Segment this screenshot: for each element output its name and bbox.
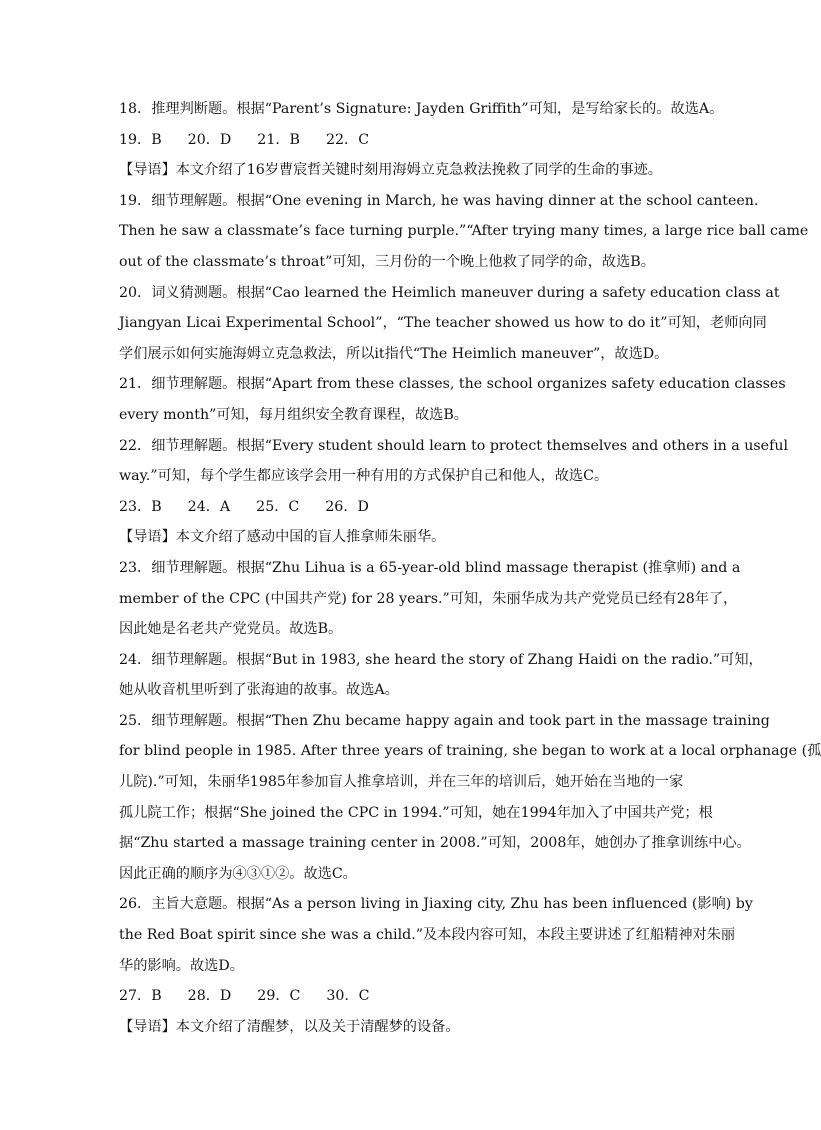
answer-item: 25．C	[256, 498, 300, 515]
text-line: 18．推理判断题。根据“Parent’s Signature: Jayden Griffith”可知，是写给家长的。故选A。	[119, 101, 724, 117]
text-line: 21．细节理解题。根据“Apart from these classes, the school organizes safety education classes	[119, 376, 786, 393]
text-line: 孤儿院工作；根据“She joined the CPC in 1994.”可知，她在1994年加入了中国共产党；根	[119, 804, 713, 821]
answer-item: 20．D	[187, 131, 232, 148]
text-line: 23．细节理解题。根据“Zhu Lihua is a 65-year-old blind massage therapist (推拿师) and a	[119, 559, 741, 576]
text-line: 25．细节理解题。根据“Then Zhu became happy again and took part in the massage training	[119, 712, 770, 729]
text-line: way.”可知，每个学生都应该学会用一种有用的方式保护自己和他人，故选C。	[119, 468, 609, 485]
answer-row	[119, 492, 681, 523]
text-line: 24．细节理解题。根据“But in 1983, she heard the story of Zhang Haidi on the radio.”可知，	[119, 651, 763, 668]
answer-row	[119, 981, 681, 1012]
answer-item: 22．C	[325, 131, 370, 148]
text-line: 儿院).”可知，朱丽华1985年参加盲人推拿培训，并在三年的培训后，她开始在当地的一家	[119, 774, 684, 791]
text-line: Jiangyan Licai Experimental School”，“The teacher showed us how to do it”可知，老师向同	[119, 315, 767, 332]
text-line: 22．细节理解题。根据“Every student should learn to protect themselves and others in a useful	[119, 437, 789, 454]
answer-item: 23．B	[119, 498, 162, 515]
answer-row	[119, 125, 681, 156]
answer-item: 28．D	[187, 988, 232, 1005]
text-line: 因此正确的顺序为④③①②。故选C。	[119, 865, 357, 882]
answer-item: 19．B	[119, 131, 162, 148]
text-line: Then he saw a classmate’s face turning purple.”“After trying many times, a large rice ball came	[119, 223, 809, 240]
text-line: 据“Zhu started a massage training center in 2008.”可知，2008年，她创办了推拿训练中心。	[119, 835, 751, 852]
text-line: 因此她是名老共产党党员。故选B。	[119, 621, 343, 638]
text-line: 20．词义猜测题。根据“Cao learned the Heimlich maneuver during a safety education class at	[119, 284, 780, 301]
answer-item: 27．B	[119, 988, 162, 1005]
answer-item: 21．B	[257, 131, 300, 148]
text-line: 19．细节理解题。根据“One evening in March, he was having dinner at the school canteen.	[119, 192, 759, 209]
document-page	[119, 94, 821, 1042]
text-line: 学们展示如何实施海姆立克急救法，所以it指代“The Heimlich maneuver”，故选D。	[119, 345, 669, 362]
text-line: out of the classmate’s throat”可知，三月份的一个晚上他救了同学的命，故选B。	[119, 253, 655, 270]
text-line: 华的影响。故选D。	[119, 957, 244, 974]
text-line: 26．主旨大意题。根据“As a person living in Jiaxing city, Zhu has been influenced (影响) by	[119, 896, 753, 913]
intro-line: 【导语】本文介绍了感动中国的盲人推拿师朱丽华。	[119, 529, 446, 546]
text-line: every month”可知，每月组织安全教育课程，故选B。	[119, 406, 468, 423]
answer-item: 29．C	[257, 988, 301, 1005]
text-line: 她从收音机里听到了张海迪的故事。故选A。	[119, 682, 399, 699]
text-line: the Red Boat spirit since she was a child.”及本段内容可知，本段主要讲述了红船精神对朱丽	[119, 927, 736, 944]
text-line: member of the CPC (中国共产党) for 28 years.”可知，朱丽华成为共产党党员已经有28年了，	[119, 590, 738, 607]
answer-item: 24．A	[187, 498, 231, 515]
intro-line: 【导语】本文介绍了16岁曹宸哲关键时刻用海姆立克急救法挽救了同学的生命的事迹。	[119, 162, 662, 179]
answer-item: 26．D	[325, 498, 369, 515]
text-line: for blind people in 1985. After three years of training, she began to work at a local orphanage (孤	[119, 743, 821, 760]
intro-line: 【导语】本文介绍了清醒梦，以及关于清醒梦的设备。	[119, 1018, 460, 1035]
answer-item: 30．C	[326, 988, 370, 1005]
